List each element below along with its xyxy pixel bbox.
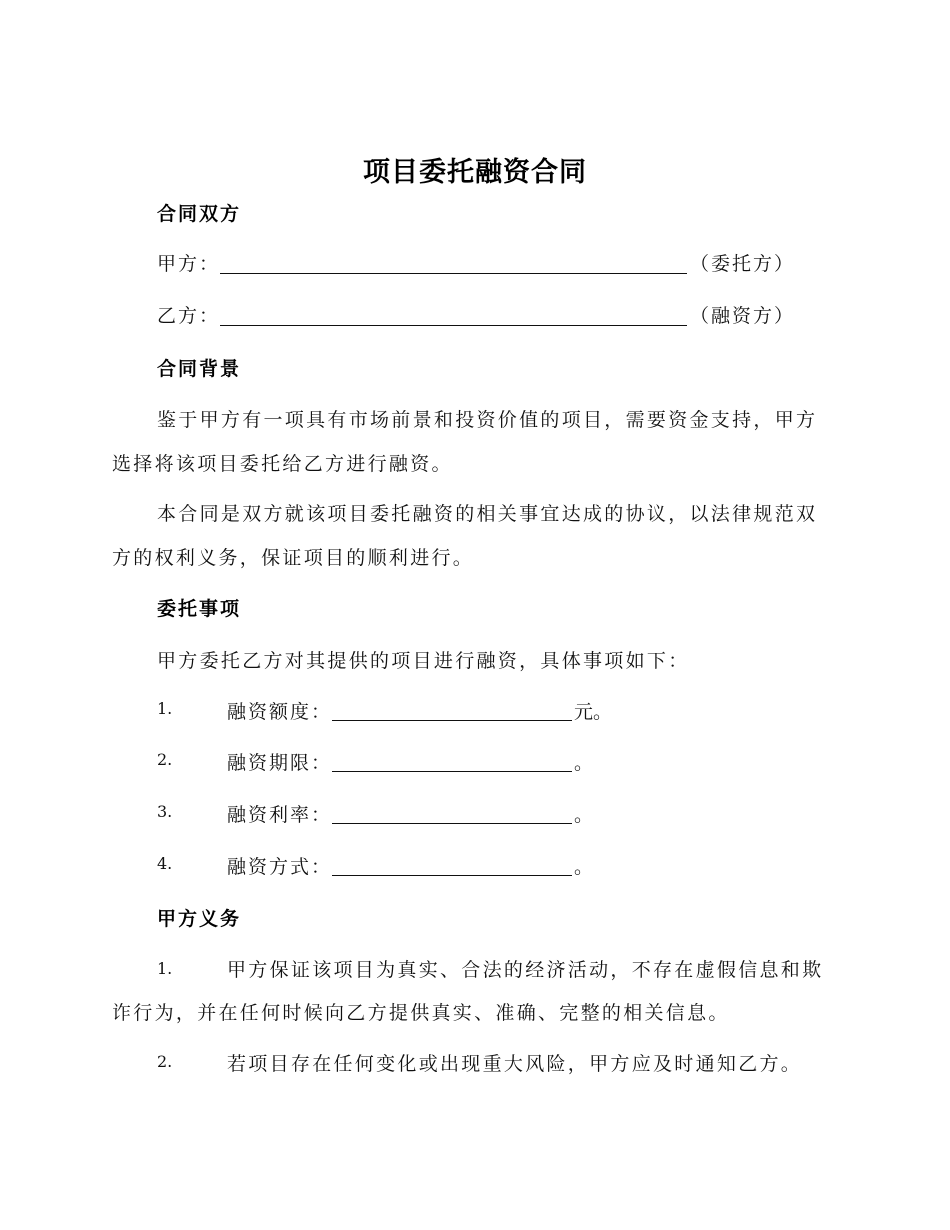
party-a-row: [157, 249, 797, 279]
term-blank-line[interactable]: [332, 771, 572, 772]
background-paragraph-2-line-2: 方的权利义务，保证项目的顺利进行。: [112, 547, 475, 569]
rate-blank-line[interactable]: [332, 823, 572, 824]
item-suffix: 。: [574, 804, 594, 826]
party-b-row: [157, 301, 797, 331]
item-suffix: 。: [574, 752, 594, 774]
item-suffix: 。: [574, 856, 594, 878]
item-label-term: 融资期限：: [227, 752, 333, 774]
obligation-number: 1.: [157, 959, 173, 978]
item-number: 3.: [157, 802, 173, 821]
entrustment-item: [157, 852, 797, 882]
item-label-method: 融资方式：: [227, 856, 333, 878]
background-paragraph-1-line-1: 鉴于甲方有一项具有市场前景和投资价值的项目，需要资金支持，甲方: [157, 409, 818, 431]
obligation-number: 2.: [157, 1052, 173, 1071]
party-b-role: （融资方）: [690, 305, 796, 327]
section-heading-obligations: 甲方义务: [157, 908, 242, 930]
document-title: 项目委托融资合同: [363, 157, 587, 188]
obligation-1-line-2: 诈行为，并在任何时候向乙方提供真实、准确、完整的相关信息。: [112, 1002, 730, 1024]
obligation-2-line-1: 若项目存在任何变化或出现重大风险，甲方应及时通知乙方。: [227, 1053, 803, 1075]
method-blank-line[interactable]: [332, 875, 572, 876]
entrustment-intro: 甲方委托乙方对其提供的项目进行融资，具体事项如下：: [157, 650, 690, 672]
party-a-label: 甲方：: [157, 253, 221, 275]
section-heading-background: 合同背景: [157, 358, 242, 380]
party-b-blank-line[interactable]: [220, 325, 687, 326]
section-heading-parties: 合同双方: [157, 203, 242, 225]
item-label-rate: 融资利率：: [227, 804, 333, 826]
party-a-role: （委托方）: [690, 253, 796, 275]
entrustment-item: [157, 697, 797, 727]
obligation-1-line-1: 甲方保证该项目为真实、合法的经济活动，不存在虚假信息和欺: [227, 959, 824, 981]
item-number: 1.: [157, 699, 173, 718]
entrustment-item: [157, 800, 797, 830]
party-a-blank-line[interactable]: [220, 273, 687, 274]
entrustment-item: [157, 748, 797, 778]
section-heading-entrustment: 委托事项: [157, 598, 242, 620]
party-b-label: 乙方：: [157, 305, 221, 327]
item-suffix: 元。: [574, 701, 613, 723]
item-number: 4.: [157, 854, 173, 873]
item-label-amount: 融资额度：: [227, 701, 333, 723]
amount-blank-line[interactable]: [332, 720, 572, 721]
background-paragraph-2-line-1: 本合同是双方就该项目委托融资的相关事宜达成的协议，以法律规范双: [157, 503, 818, 525]
background-paragraph-1-line-2: 选择将该项目委托给乙方进行融资。: [112, 453, 453, 475]
item-number: 2.: [157, 750, 173, 769]
